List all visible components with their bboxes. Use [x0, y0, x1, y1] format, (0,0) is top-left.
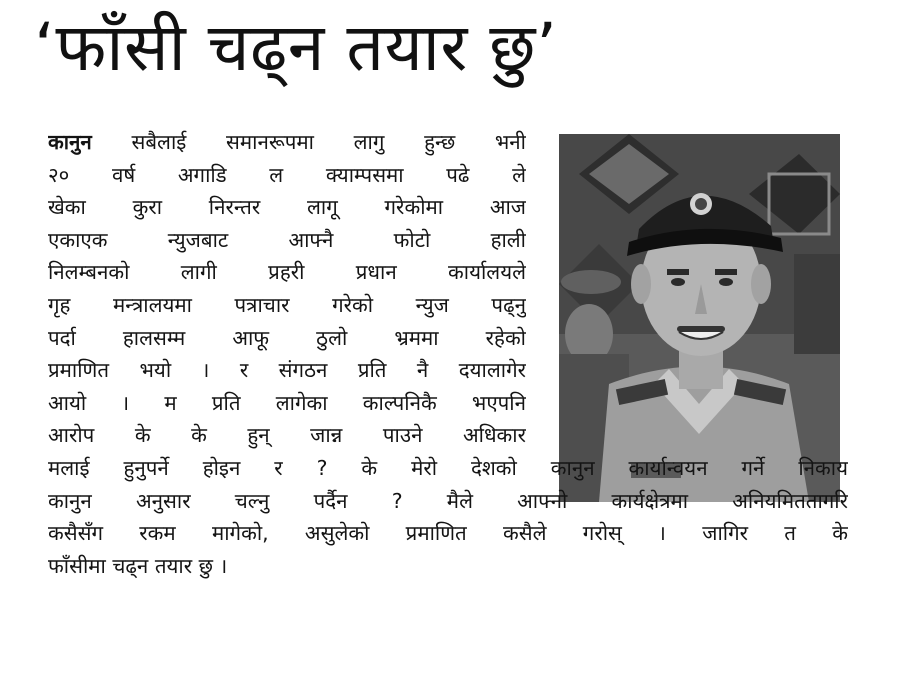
article-body: [48, 126, 848, 686]
article-line: २० वर्ष अगाडि ल क्याम्पसमा पढे ले: [48, 162, 526, 187]
article-line: पर्दा हालसम्म आफू ठुलो भ्रममा रहेको: [48, 325, 526, 350]
article-line: एकाएक न्युजबाट आफ्नै फोटो हाली: [48, 227, 526, 252]
article-line: कसैसँग रकम मागेको, असुलेको प्रमाणित कसैले गरोस् । जागिर त के: [48, 521, 848, 546]
article-line: मलाई हुनुपर्ने होइन र ? के मेरो देशको कानुन कार्यान्वयन गर्ने निकाय: [48, 455, 848, 480]
headline: ‘फाँसी चढ्न तयार छु’: [34, 9, 558, 86]
lead-word: कानुन: [48, 130, 92, 154]
article-line: [48, 126, 526, 159]
article-line: फाँसीमा चढ्न तयार छु ।: [48, 553, 228, 578]
first-line-text: सबैलाई समानरूपमा लागु हुन्छ भनी: [91, 130, 526, 154]
article-line: प्रमाणित भयो । र संगठन प्रति नै दयालागेर: [48, 358, 526, 383]
article-line: कानुन अनुसार चल्नु पर्दैन ? मैले आफ्नो कार्यक्षेत्रमा अनियमिततागरि: [48, 488, 848, 513]
article-line: निलम्बनको लागी प्रहरी प्रधान कार्यालयले: [48, 260, 526, 285]
article-line: खेका कुरा निरन्तर लागू गरेकोमा आज: [48, 195, 526, 220]
article-line: आरोप के के हुन् जान्न पाउने अधिकार: [48, 423, 526, 448]
article-line: गृह मन्त्रालयमा पत्राचार गरेको न्युज पढ्नु: [48, 292, 526, 317]
article-line: आयो । म प्रति लागेका काल्पनिकै भएपनि: [48, 390, 526, 415]
